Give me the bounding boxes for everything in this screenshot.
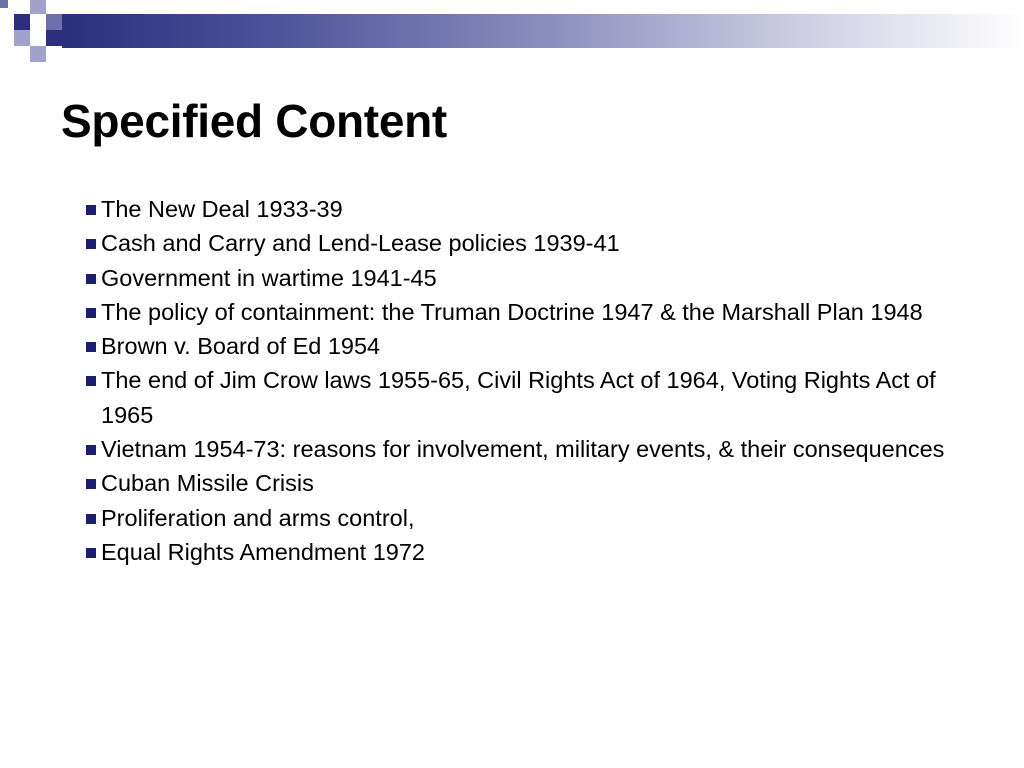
decor-square-light [30, 46, 46, 62]
bullet-text: The end of Jim Crow laws 1955-65, Civil Rights Act of 1964, Voting Rights Act of 1965 [101, 367, 936, 428]
bullet-item [76, 535, 976, 569]
bullet-item [76, 192, 976, 226]
bullet-list [76, 192, 976, 569]
bullet-text: Government in wartime 1941-45 [101, 264, 437, 291]
bullet-item [76, 363, 976, 432]
square-bullet-icon [86, 274, 96, 284]
decor-square-dark [46, 30, 62, 46]
square-bullet-icon [86, 308, 96, 318]
bullet-text: Vietnam 1954-73: reasons for involvement, military events, & their consequences [101, 436, 945, 463]
bullet-text: Cuban Missile Crisis [101, 470, 314, 497]
bullet-text: Cash and Carry and Lend-Lease policies 1939-41 [101, 230, 620, 257]
decor-square-dark [14, 14, 30, 30]
bullet-item [76, 432, 976, 466]
bullet-item [76, 295, 976, 329]
bullet-text: Brown v. Board of Ed 1954 [101, 333, 381, 360]
bullet-text: Equal Rights Amendment 1972 [101, 538, 425, 565]
decor-square-mid [0, 0, 8, 8]
square-bullet-icon [86, 342, 96, 352]
square-bullet-icon [86, 239, 96, 249]
bullet-text: The New Deal 1933-39 [101, 196, 343, 222]
bullet-item [76, 329, 976, 363]
square-bullet-icon [86, 376, 96, 386]
decor-square-mid [46, 14, 62, 30]
bullet-item [76, 501, 976, 535]
square-bullet-icon [86, 548, 96, 558]
bullet-text: Proliferation and arms control, [101, 504, 415, 531]
square-bullet-icon [86, 514, 96, 524]
bullet-item [76, 466, 976, 500]
decor-square-light [14, 30, 30, 46]
square-bullet-icon [86, 205, 96, 215]
bullet-item [76, 226, 976, 260]
square-bullet-icon [86, 479, 96, 489]
bullet-text: The policy of containment: the Truman Doctrine 1947 & the Marshall Plan 1948 [101, 298, 923, 325]
slide-title: Specified Content [61, 95, 447, 147]
header-gradient-band [62, 14, 1024, 48]
decor-square-light [30, 0, 46, 14]
bullet-item [76, 261, 976, 295]
square-bullet-icon [86, 445, 96, 455]
